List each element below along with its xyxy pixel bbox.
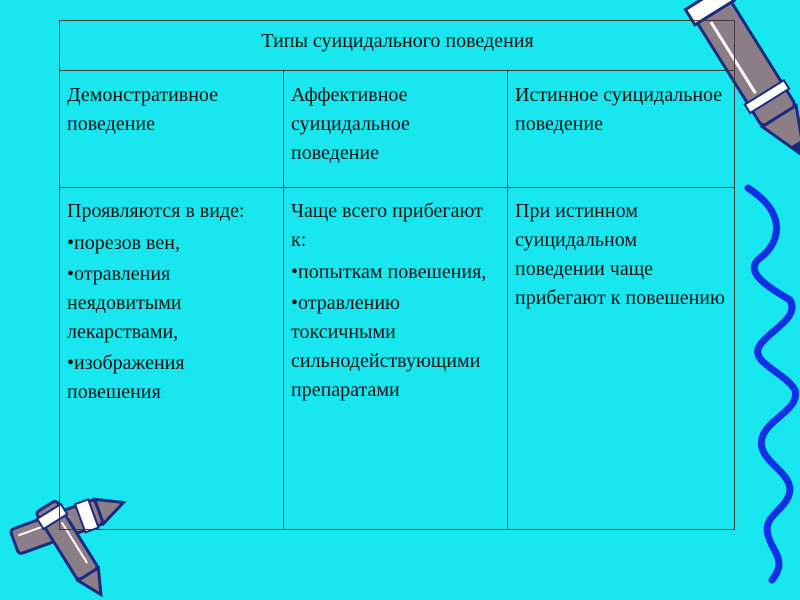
table-header-row [60,71,735,188]
list-item: •изображения повешения [67,352,185,403]
header-demonstrative: Демонстративное поведение [60,71,284,188]
cell-text: При истинном суицидальном поведении чаще прибегают к повешению [515,200,725,309]
cell-intro: Чаще всего прибегают к: [291,200,483,251]
squiggle-line [748,188,796,580]
cell-affective [284,188,508,530]
header-true: Истинное суицидальное поведение [508,71,735,188]
list-item: •отравления неядовитыми лекарствами, [67,263,182,343]
cell-demonstrative [60,188,284,530]
header-affective: Аффективное суицидальное поведение [284,71,508,188]
table-body-row [60,188,735,530]
table-title: Типы суицидального поведения [60,21,735,71]
list-item: •отравлению токсичными сильнодействующими препаратами [291,292,481,401]
list-item: •порезов вен, [67,232,180,254]
cell-true [508,188,735,530]
cell-intro: Проявляются в виде: [67,200,245,222]
table-title-row [60,21,735,71]
list-item: •попыткам повешения, [291,261,487,283]
suicidal-behavior-table [59,20,735,530]
